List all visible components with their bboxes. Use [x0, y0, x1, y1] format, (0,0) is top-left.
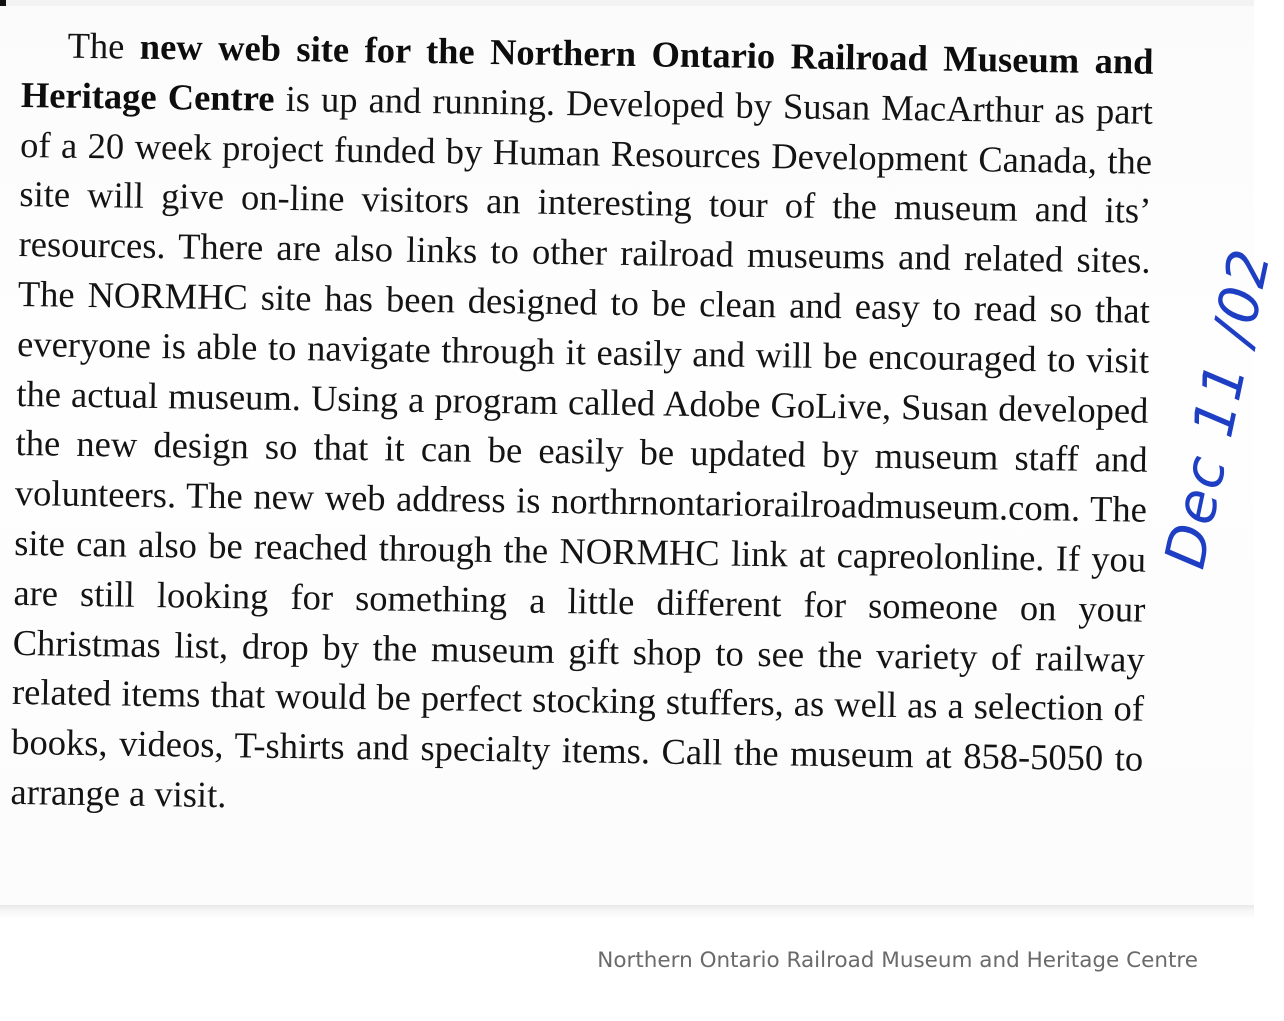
- article-text: [10, 20, 1154, 833]
- article-body: is up and running. Developed by Susan MacArthur as part of a 20 week project funded by Human Resources Development Canada, the site will give on-line visitors an interesting tour of the museum and its’ resources. There are also links to other railroad museums and related sites. The NORMHC site has been designed to be clean and easy to read so that everyone is able to navigate through it easily and will be encouraged to visit the actual museum. Using a program called Adobe GoLive, Susan developed the new design so that it can be easily be updated by museum staff and volunteers. The new web address is northrnontariorailroadmuseum.com. The site can also be reached through the NORMHC link at capreolonline. If you are still looking for something a little different for someone on your Christmas list, drop by the museum gift shop to see the variety of railway related items that would be perfect stocking stuffers, as well as a selection of books, videos, T-shirts and specialty items. Call the museum at 858-5050 to arrange a visit.: [10, 77, 1154, 816]
- handwritten-date-annotation: Dec 11 /02: [1152, 242, 1284, 575]
- newspaper-clipping: [0, 6, 1254, 910]
- article-headline: new web site for the Northern Ontario Railroad Museum and Heritage Centre: [20, 25, 1154, 119]
- image-caption: Northern Ontario Railroad Museum and Heritage Centre: [597, 948, 1198, 973]
- clipping-bottom-edge: [0, 905, 1254, 919]
- article-first-word: The: [67, 24, 125, 67]
